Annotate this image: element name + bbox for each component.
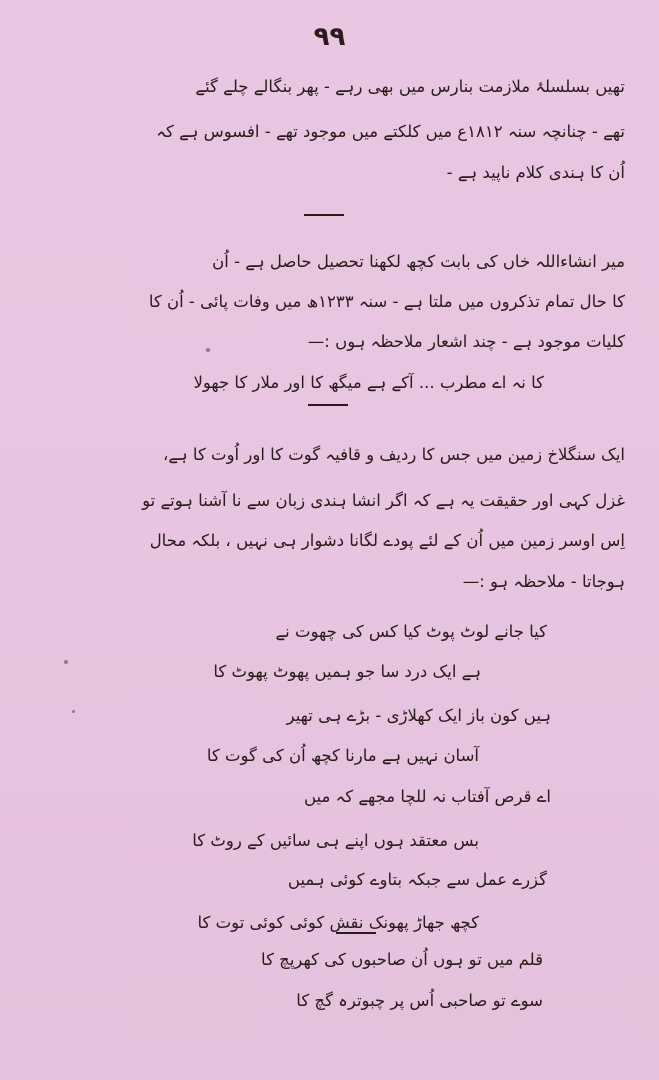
verse-line-9: قلم میں تو ہوں اُن صاحبوں کی کھرپچ کا — [261, 950, 543, 969]
verse-line-3: ہیں کون باز ایک کھلاڑی - بڑے ہی تھیر — [286, 706, 551, 725]
section2-line-1: میر انشاءاللہ خاں کی بابت کچھ لکھنا تحصیل حاصل ہے - اُن — [212, 252, 625, 271]
verse-line-8: کچھ جھاڑ پھونک نقش کوئی کوئی توت کا — [197, 913, 479, 932]
section3-line-1: ایک سنگلاخ زمین میں جس کا ردیف و قافیہ گوت کا اور اُوت کا ہے، — [163, 445, 625, 464]
verse-line-7: گزرے عمل سے جبکہ بتاوے کوئی ہمیں — [287, 870, 547, 889]
couplet-line: کا نہ اے مطرب ... آکے ہے میگھ کا اور ملار کا جھولا — [193, 373, 544, 392]
verse-line-10: سوے تو صاحبی اُس پر چبوترہ گچ کا — [296, 991, 543, 1010]
section3-line-2: غزل کہی اور حقیقت یہ ہے کہ اگر انشا ہندی زبان سے نا آشنا ہوتے تو — [142, 491, 625, 510]
paper-speck — [206, 348, 210, 352]
section-divider — [304, 214, 344, 216]
verse-line-5: اے قرص آفتاب نہ للچا مجھے کہ میں — [303, 787, 551, 806]
verse-line-1: کیا جانے لوٹ پوٹ کیا کس کی چھوت نے — [275, 622, 547, 641]
couplet-divider — [308, 404, 348, 406]
section3-line-3: اِس اوسر زمین میں اُن کے لئے پودے لگانا دشوار ہی نہیں ، بلکہ محال — [149, 531, 625, 550]
section3-line-4: ہوجاتا - ملاحظہ ہو :— — [462, 572, 625, 591]
section1-line-2: تھے - چنانچہ سنہ ۱۸۱۲ع میں کلکتے میں موجود تھے - افسوس ہے کہ — [156, 122, 625, 141]
section1-line-1: تھیں بسلسلۂ ملازمت بنارس میں بھی رہے - پھر بنگالے چلے گئے — [195, 77, 625, 96]
section1-line-3: اُن کا ہندی کلام ناپید ہے - — [446, 163, 625, 182]
verse-line-4: آسان نہیں ہے مارنا کچھ اُن کی گوت کا — [206, 746, 479, 765]
paper-speck — [64, 660, 68, 664]
section2-line-2: کا حال تمام تذکروں میں ملتا ہے - سنہ ۱۲۳۳ھ میں وفات پائی - اُن کا — [148, 292, 625, 311]
verse-line-6: بس معتقد ہوں اپنے ہی سائیں کے روٹ کا — [192, 831, 479, 850]
paper-speck — [72, 710, 75, 713]
verse-divider — [336, 932, 376, 934]
page-number: ۹۹ — [313, 22, 346, 52]
verse-line-2: ہے ایک درد سا جو ہمیں پھوٹ پھوٹ کا — [213, 662, 481, 681]
section2-line-3: کلیات موجود ہے - چند اشعار ملاحظہ ہوں :— — [307, 332, 625, 351]
